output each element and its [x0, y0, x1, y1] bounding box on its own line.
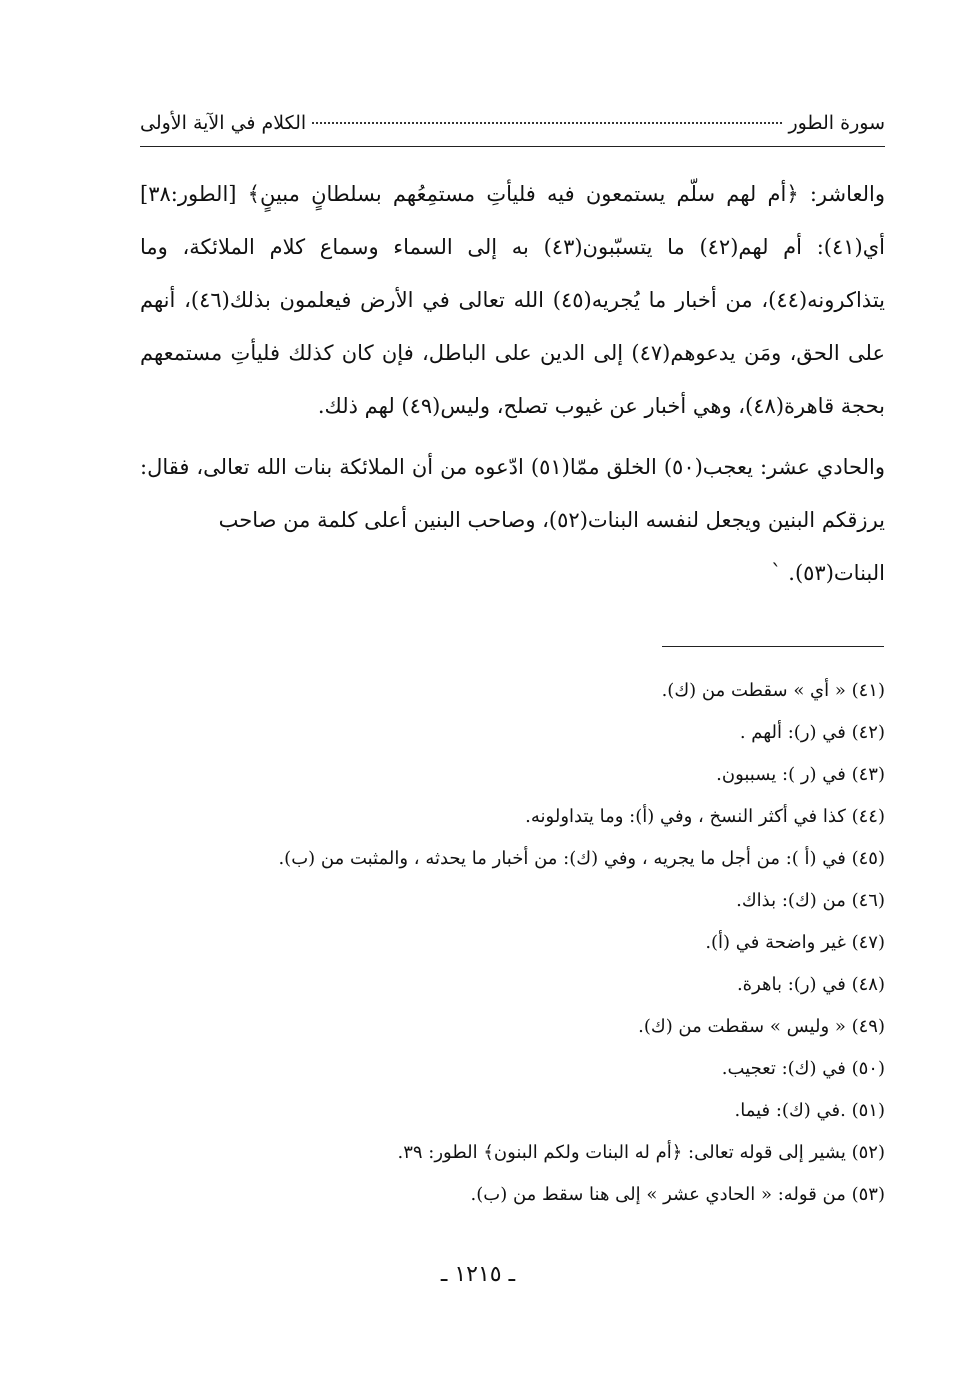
- paragraph-tenth: والعاشر: ﴿أم لهم سلّم يستمعون فيه فليأتِ مستمِعُهم بسلطانٍ مبينٍ﴾ [الطور:٣٨] أي(٤١): أم لهم(٤٢) ما يتسبّبون(٤٣) به إلى السماء وسماع كلام الملائكة، وما يتذاكرونه(٤٤)، من أخبار ما يُجريه(٤٥) الله تعالى في الأرض فيعلمون بذلك(٤٦)، أنهم على الحق، ومَن يدعوهم(٤٧) إلى الدين على الباطل، فإن كان كذلك فليأتِ مستمعهم بحجة قاهرة(٤٨)، وهي أخبار عن غيوب تصلح، وليس(٤٩) لهم ذلك.: [140, 182, 885, 418]
- footnotes-list: [140, 676, 885, 1222]
- footnote-53: (٥٣) من قوله: « الحادي عشر » إلى هنا سقط من (ب).: [470, 1184, 885, 1205]
- paragraph-eleventh: والحادي عشر: يعجب(٥٠) الخلق ممّا(٥١) ادّعوه من أن الملائكة بنات الله تعالى، فقال: يرزقكم البنين ويجعل لنفسه البنات(٥٢)، وصاحب البنين أعلى كلمة من صاحب: [140, 455, 885, 532]
- footnote-52: (٥٢) يشير إلى قوله تعالى: ﴿أم له البنات ولكم البنون﴾ الطور: ٣٩.: [397, 1142, 885, 1163]
- footnote-50: (٥٠) في (ك): تعجيب.: [721, 1058, 885, 1079]
- running-header: [140, 112, 885, 147]
- sura-title: سورة الطور: [788, 112, 885, 134]
- footnote-separator: [662, 646, 884, 647]
- footnote-46: (٤٦) من (ك): بذاك.: [736, 890, 885, 911]
- footnote-49: (٤٩) « وليس » سقطت من (ك).: [638, 1016, 885, 1037]
- footnote-47: (٤٧) غير واضحة في (أ).: [705, 932, 885, 953]
- footnote-48: (٤٨) في (ر): باهرة.: [736, 974, 885, 995]
- footnote-45: (٤٥) في (أ ): من أجل ما يجريه ، وفي (ك): من أخبار ما يحدثه ، والمثبت من (ب).: [278, 848, 885, 869]
- footnote-51: (٥١) .في (ك): فيما.: [734, 1100, 885, 1121]
- main-text: [140, 168, 885, 600]
- footnote-44: (٤٤) كذا في أكثر النسخ ، وفي (أ): وما يتداولونه.: [525, 806, 885, 827]
- section-title: الكلام في الآية الأولى: [140, 112, 307, 134]
- header-dot-leader: [312, 122, 782, 124]
- footnote-43: (٤٣) في (ر ): يسببون.: [716, 764, 885, 785]
- footnote-41: (٤١) « أي » سقطت من (ك).: [661, 680, 885, 701]
- paragraph-eleventh-tail: البنات(٥٣). `: [771, 561, 885, 585]
- page-number: ـ ١٢١٥ ـ: [440, 1262, 516, 1287]
- footnote-42: (٤٢) في (ر): ألهم .: [739, 722, 885, 743]
